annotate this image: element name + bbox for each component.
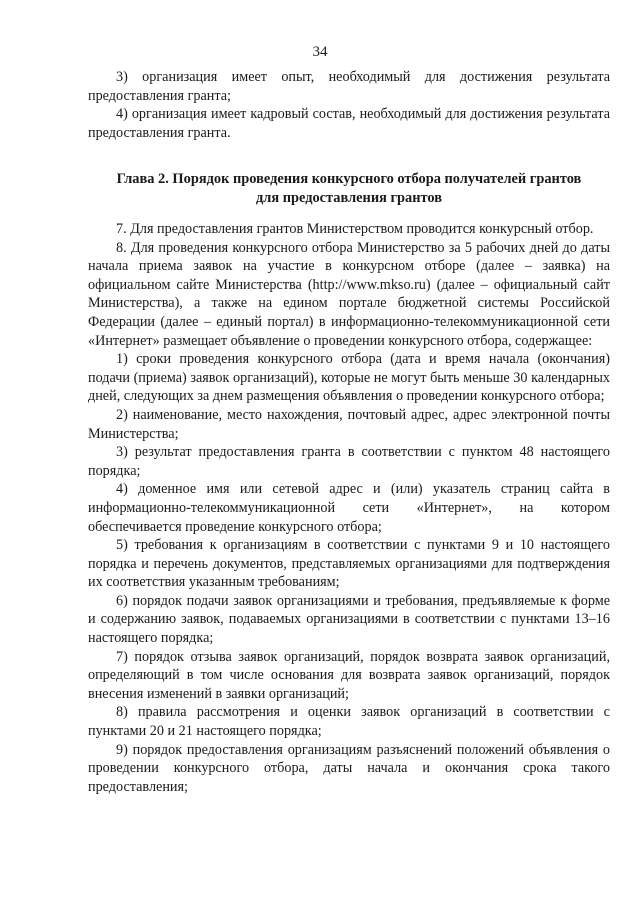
paragraph-7: 7. Для предоставления грантов Министерством проводится конкурсный отбор. (116, 221, 594, 237)
chapter-title-line-1: Глава 2. Порядок проведения конкурсного отбора получателей грантов (116, 171, 582, 187)
list-item: 1) сроки проведения конкурсного отбора (дата и время начала (окончания) подачи (приема) заявок организаций), которые не могут быть меньше 30 календарных дней, следующих за днем размещения объявления о проведении конкурсного отбора; (88, 351, 610, 405)
list-item: 4) доменное имя или сетевой адрес и (или) указатель страниц сайта в информационно-телекоммуникационной сети «Интернет», на котором обеспечивается проведение конкурсного отбора; (88, 481, 610, 535)
list-item: 9) порядок предоставления организациям разъяснений положений объявления о проведении конкурсного отбора, даты начала и окончания срока такого предоставления; (88, 741, 610, 795)
list-item: 3) организация имеет опыт, необходимый для достижения результата предоставления гранта; (88, 69, 610, 104)
chapter-title-line-2: для предоставления грантов (255, 190, 443, 206)
list-item: 8) правила рассмотрения и оценки заявок организаций в соответствии с пунктами 20 и 21 настоящего порядка; (88, 704, 610, 740)
page-number: 34 (312, 44, 328, 60)
list-item: 7) порядок отзыва заявок организаций, порядок возврата заявок организаций, определяющий в том числе основания для возврата заявок организаций, порядок внесения изменений в заявки организаций; (88, 648, 610, 702)
list-item: 6) порядок подачи заявок организациями и требования, предъявляемые к форме и содержанию заявок, подаваемых организациями в соответствии с пунктами 13–16 настоящего порядка; (88, 592, 610, 647)
list-item: 3) результат предоставления гранта в соответствии с пунктом 48 настоящего порядка; (88, 444, 610, 479)
top-criteria-list (88, 68, 610, 142)
chapter-body (88, 220, 610, 796)
list-item: 4) организация имеет кадровый состав, необходимый для достижения результата предоставления гранта. (88, 106, 610, 141)
chapter-heading (88, 170, 610, 208)
paragraph-8: 8. Для проведения конкурсного отбора Министерство за 5 рабочих дней до даты начала приема заявок на участие в конкурсном отборе (далее – заявка) на официальном сайте Министерства (http://www.mkso.ru) (далее – официальный сайт Министерства), а также на едином портале бюджетной системы Российской Федерации (далее – единый портал) в информационно-телекоммуникационной сети «Интернет» размещает объявление о проведении конкурсного отбора, содержащее: (88, 239, 610, 349)
list-item: 5) требования к организациям в соответствии с пунктами 9 и 10 настоящего порядка и перечень документов, представляемых организациями для подтверждения их соответствия указанным требованиям; (88, 537, 610, 591)
list-item: 2) наименование, место нахождения, почтовый адрес, адрес электронной почты Министерства; (88, 406, 610, 442)
